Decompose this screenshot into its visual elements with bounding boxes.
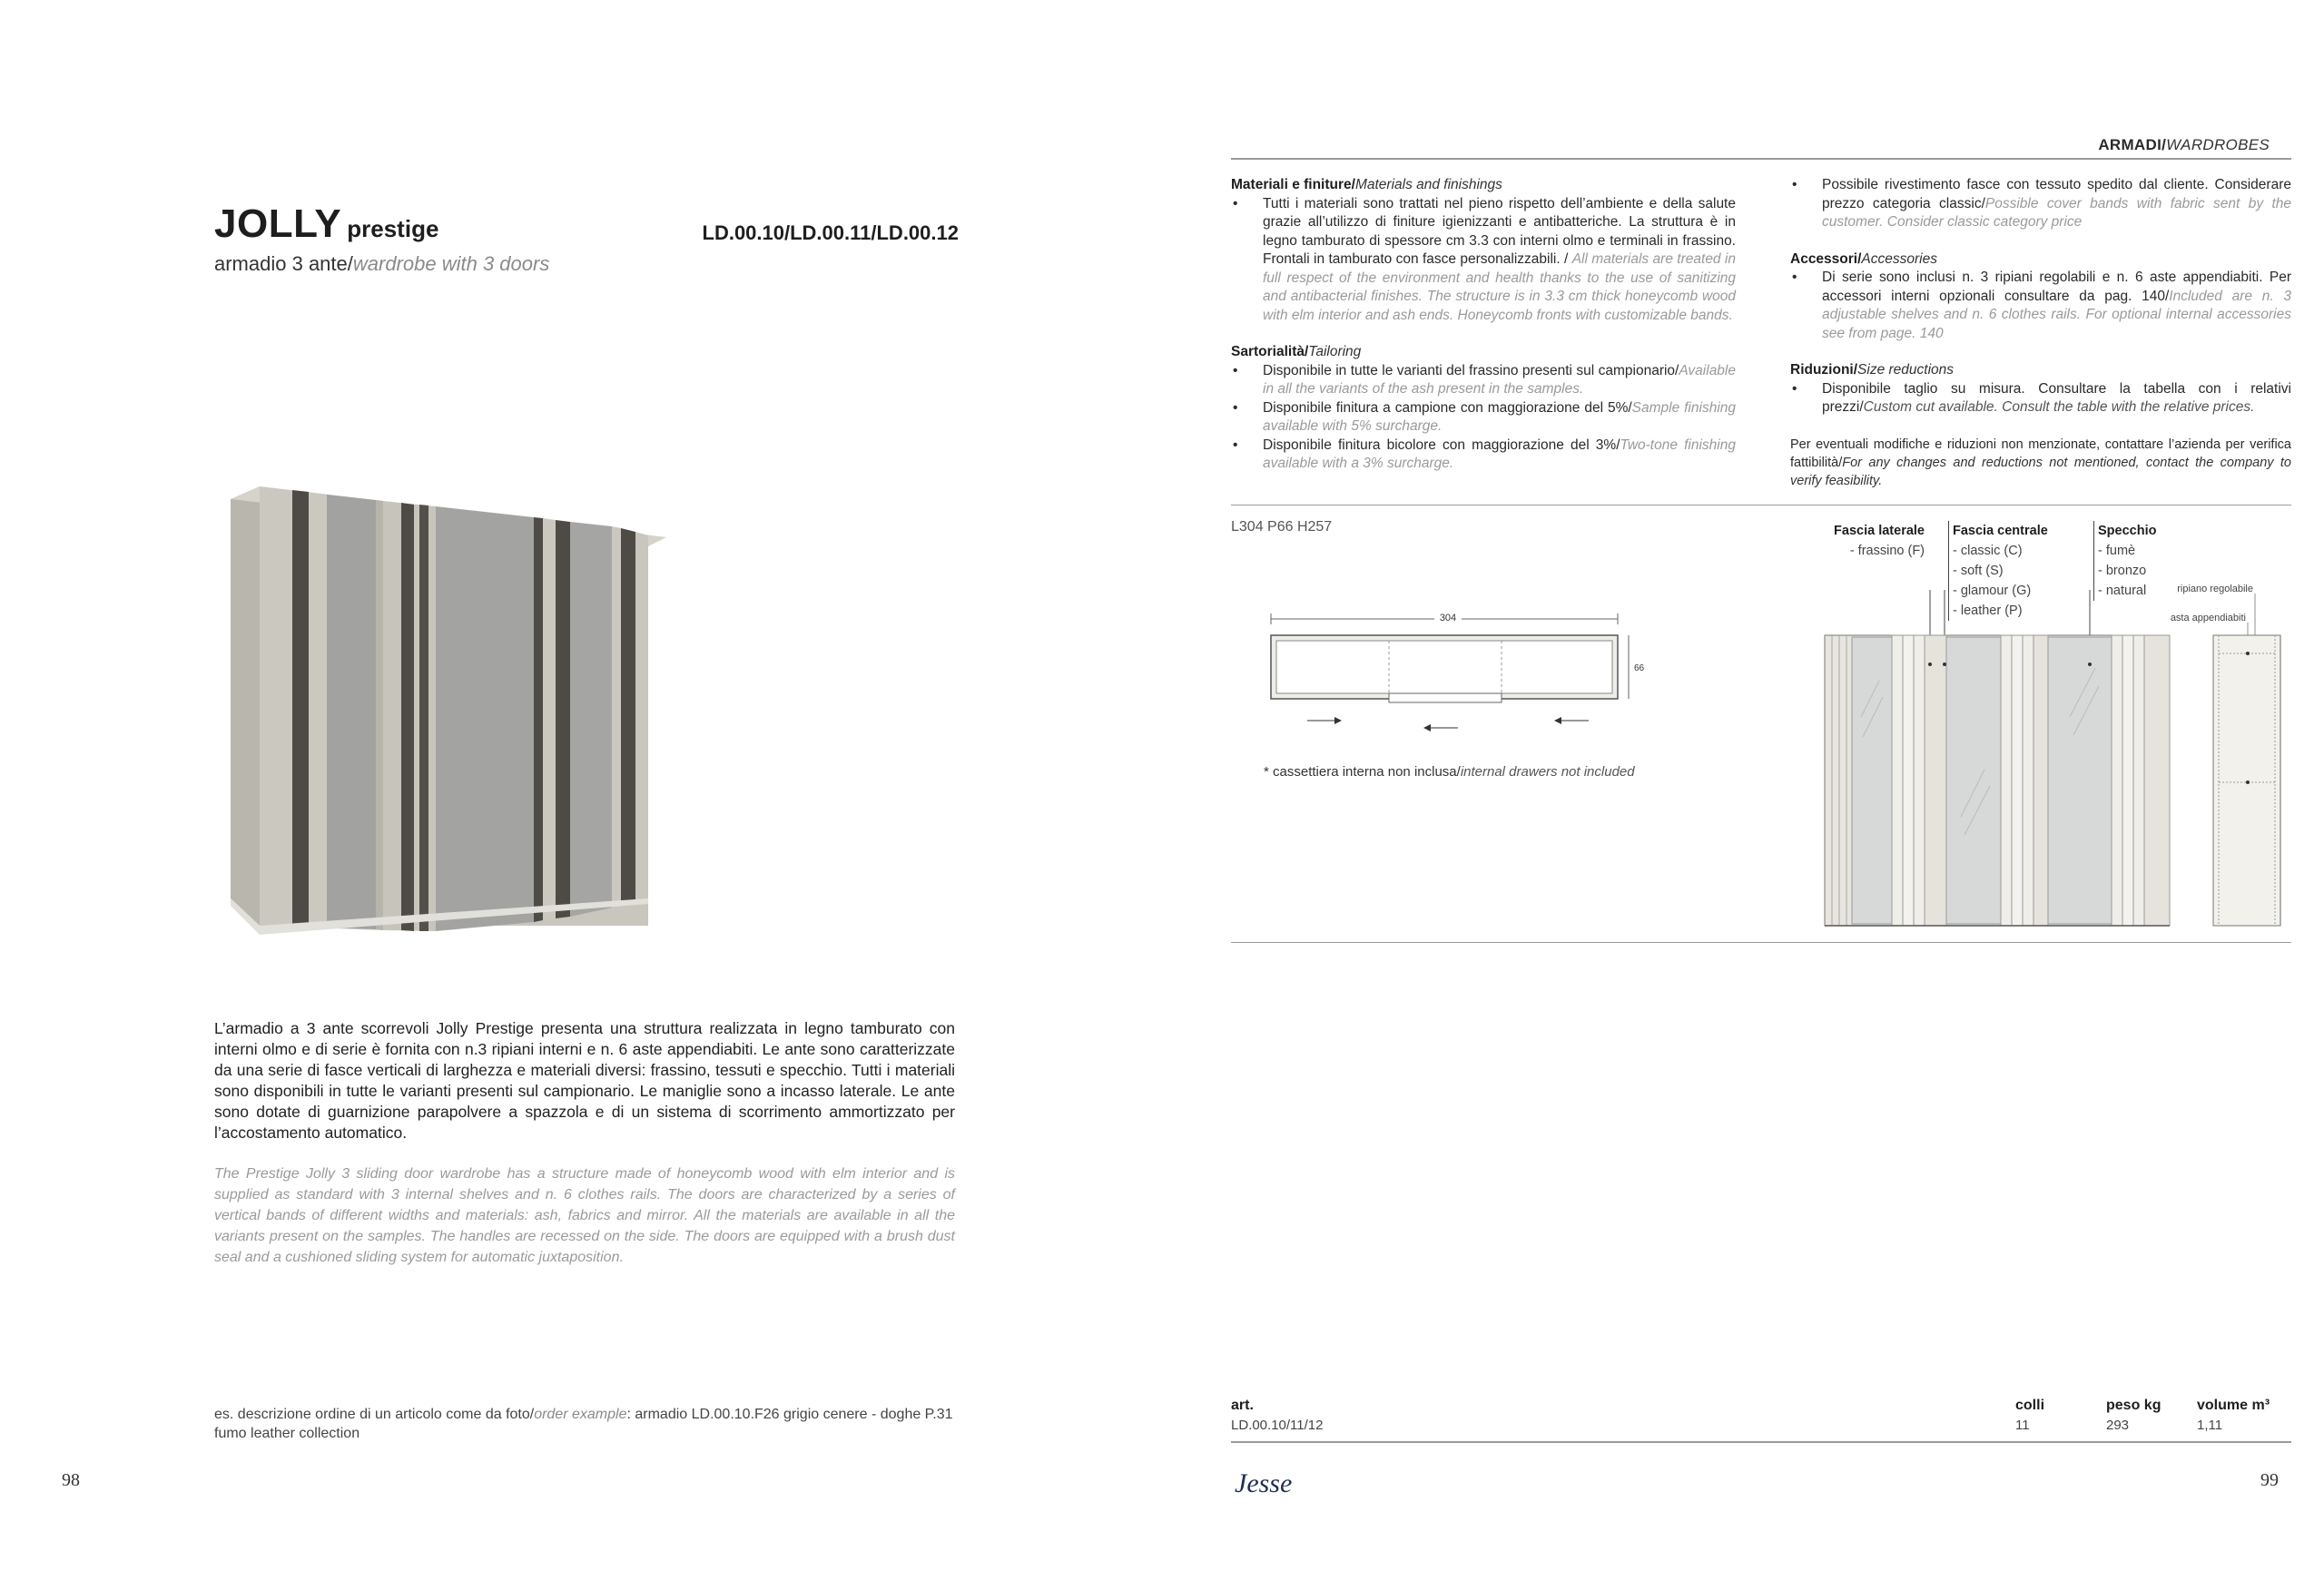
plan-width-label: 304 [1439, 613, 1457, 623]
order-example-label: order example [534, 1407, 627, 1422]
specs-column-right [1790, 176, 2291, 490]
list-item: • Disponibile in tutte le varianti del frassino presenti sul campionario/Available in all the variants of the ash present in the samples. [1231, 362, 1736, 399]
plan-view-drawing [1262, 603, 1643, 739]
cell-colli: 11 [2015, 1418, 2030, 1433]
band-lateral-title: Fascia laterale [1834, 524, 1925, 538]
cell-peso: 293 [2106, 1418, 2130, 1433]
materials-heading: Materiali e finiture/Materials and finishings [1231, 177, 1502, 192]
accessories-list [1790, 269, 2291, 343]
product-title: JOLLY [214, 201, 342, 246]
list-item: • Disponibile finitura bicolore con maggiorazione del 3%/Two-tone finishing available with a 3% surcharge. [1231, 437, 1736, 474]
shelf-label: ripiano regolabile [2177, 584, 2253, 594]
list-item: • Disponibile finitura a campione con maggiorazione del 5%/Sample finishing available with 5% surcharge. [1231, 399, 1736, 437]
rail-label: asta appendiabiti [2170, 613, 2246, 623]
mirror-option: - fumè [2098, 544, 2136, 558]
col-colli: colli [2015, 1398, 2045, 1413]
wardrobe-photo [214, 472, 686, 998]
col-peso: peso kg [2106, 1398, 2162, 1413]
page-number-left: 98 [62, 1470, 80, 1490]
list-item: • Disponibile taglio su misura. Consultare la tabella con i relativi prezzi/Custom cut available. Consult the table with the relative prices. [1790, 380, 2291, 417]
tailoring-list [1231, 362, 1736, 474]
materials-list [1231, 195, 1736, 326]
feasibility-note: Per eventuali modifiche e riduzioni non menzionate, contattare l’azienda per verifica fattibilità/For any changes and reductions not mentioned, contact the company to verify feasibility. [1790, 437, 2291, 488]
list-item: • Possibile rivestimento fasce con tessuto spedito dal cliente. Considerare prezzo categoria classic/Possible cover bands with fabric sent by the customer. Consider classic category price [1790, 176, 2291, 232]
section-header [2098, 136, 2270, 154]
mirror-option: - natural [2098, 584, 2147, 598]
band-central-option: - soft (S) [1953, 564, 2004, 578]
brand-logo: Jesse [1235, 1468, 1293, 1498]
band-lateral-option: - frassino (F) [1849, 544, 1925, 558]
drawing-bottom-rule [1231, 942, 2291, 943]
table-rule [1231, 1441, 2291, 1443]
top-rule [1231, 158, 2291, 160]
band-central-option: - glamour (G) [1953, 584, 2032, 598]
table-header [1231, 1398, 2291, 1418]
subtitle-en: wardrobe with 3 doors [352, 252, 550, 275]
band-lateral-group [1816, 521, 1925, 561]
plan-depth-label: 66 [1634, 663, 1645, 673]
article-table [1231, 1398, 2291, 1443]
front-elevation-drawing [1816, 581, 2306, 935]
list-item: • Tutti i materiali sono trattati nel pieno rispetto dell’ambiente e della salute grazie all’utilizzo di finiture igienizzanti e antibatteriche. La struttura è in legno tamburato di spessore cm 3.3 con interni olmo e terminali in frassino. Frontali in tamburato con fasce personalizzabili. / All materials are treated in full respect of the environment and health thanks to the use of sanitizing and antibacterial finishes. The structure is in 3.3 cm thick honeycomb wood with elm interior and ash ends. Honeycomb fronts with customizable bands. [1231, 195, 1736, 326]
product-codes: LD.00.10/LD.00.11/LD.00.12 [702, 221, 959, 244]
reductions-list [1790, 380, 2291, 417]
table-row [1231, 1418, 2291, 1438]
band-central-option: - leather (P) [1953, 604, 2023, 618]
order-example-prefix: es. descrizione ordine di un articolo come da foto/ [214, 1407, 535, 1422]
order-example-text: : armadio LD.00.10.F26 grigio cenere - doghe P.31 fumo leather collection [214, 1407, 953, 1441]
cell-art: LD.00.10/11/12 [1231, 1418, 1324, 1433]
page-number-right: 99 [2260, 1470, 2279, 1490]
product-title-row [214, 201, 959, 247]
accessories-heading: Accessori/Accessories [1790, 250, 1937, 267]
band-central-title: Fascia centrale [1953, 524, 2048, 538]
section-header-en: WARDROBES [2166, 136, 2270, 153]
cover-list [1790, 176, 2291, 232]
product-subtitle [214, 252, 549, 276]
dimensions-label: L304 P66 H257 [1231, 519, 1333, 535]
description-english: The Prestige Jolly 3 sliding door wardrobe has a structure made of honeycomb wood with elm interior and is supplied as standard with 3 internal shelves and n. 6 clothes rails. The doors are characterized by a series of vertical bands of different widths and materials: ash, fabrics and mirror. All the materials are available in all the variants present on the samples. The handles are recessed on the side. The doors are equipped with a brush dust seal and a cushioned sliding system for automatic juxtaposition. [214, 1166, 955, 1265]
specs-column-left [1231, 176, 1736, 474]
description-italian: L’armadio a 3 ante scorrevoli Jolly Prestige presenta una struttura realizzata in legno tamburato con interni olmo e di serie è fornita con n.3 ripiani interni e n. 6 aste appendiabiti. Le ante sono caratterizzate da una serie di fasce verticali di larghezza e materiali diversi: frassino, tessuti e specchio. Tutti i materiali sono disponibili in tutte le varianti presenti sul campionario. Le maniglie sono a incasso laterale. Le ante sono dotate di guarnizione parapolvere a spazzola e di un sistema di scorrimento ammortizzato per l’accostamento automatico. [214, 1019, 955, 1142]
order-example [214, 1405, 959, 1443]
col-art: art. [1231, 1398, 1254, 1413]
list-item: • Di serie sono inclusi n. 3 ripiani regolabili e n. 6 aste appendiabiti. Per accessori interni opzionali consultare da pag. 140/Included are n. 3 adjustable shelves and n. 6 clothes rails. For optional internal accessories see from page. 140 [1790, 269, 2291, 343]
drawers-note: * cassettiera interna non inclusa/internal drawers not included [1264, 764, 1635, 780]
product-title-suffix: prestige [347, 215, 439, 242]
mirror-option: - bronzo [2098, 564, 2147, 578]
subtitle-it: armadio 3 ante/ [214, 252, 353, 275]
tailoring-heading: Sartorialità/Tailoring [1231, 344, 1362, 359]
cell-volume: 1,11 [2197, 1418, 2223, 1433]
mirror-title: Specchio [2098, 524, 2157, 538]
band-central-option: - classic (C) [1953, 544, 2023, 558]
col-volume: volume m³ [2197, 1398, 2270, 1413]
reductions-heading: Riduzioni/Size reductions [1790, 362, 1955, 378]
section-header-it: ARMADI/ [2098, 136, 2167, 153]
